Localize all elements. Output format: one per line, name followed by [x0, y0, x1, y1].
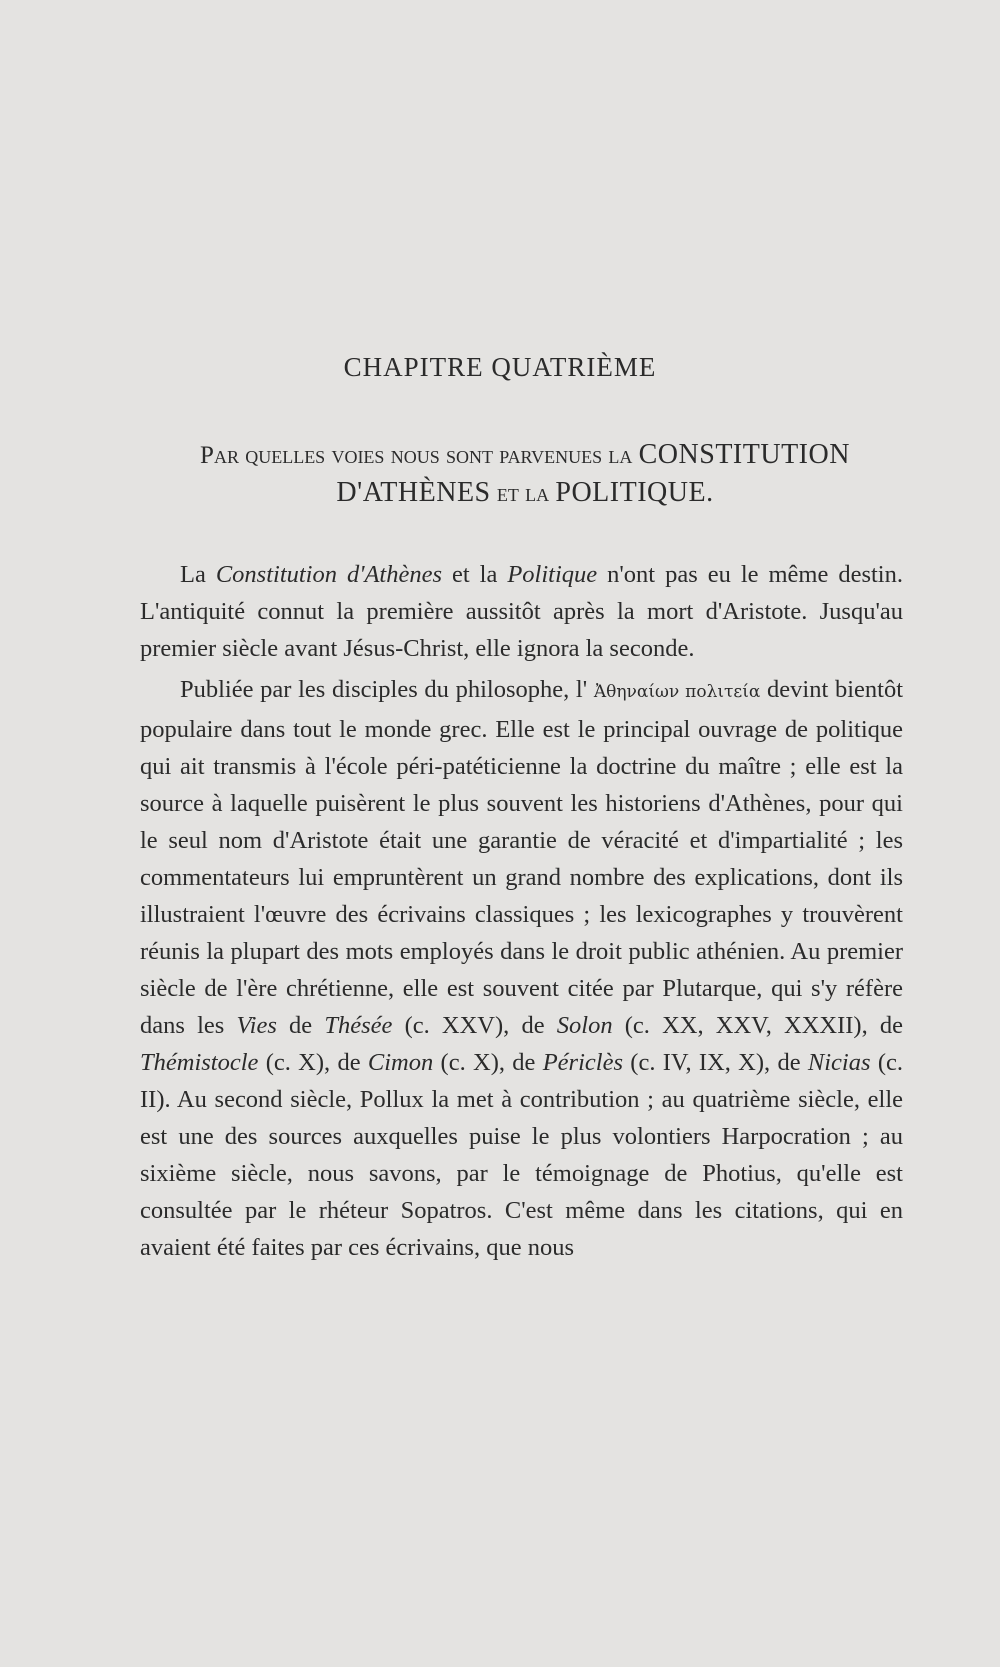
p2-italic-6: Périclès — [542, 1049, 623, 1076]
p1-italic-2: Politique — [507, 561, 598, 588]
p2-italic-7: Nicias — [807, 1049, 871, 1076]
p1-text-2: et la — [442, 561, 508, 588]
p1-italic-1: Constitution d'Athènes — [215, 561, 443, 588]
subtitle-part-2: CONSTITUTION — [638, 439, 850, 470]
subtitle-part-5: POLITIQUE. — [555, 477, 714, 508]
p2-italic-2: Thésée — [324, 1012, 393, 1039]
p2-text-1: Publiée par les disciples du philosophe, l' — [180, 676, 594, 703]
p2-greek: Ἀθηναίων πολιτεία — [593, 682, 761, 702]
body-text — [140, 556, 903, 1266]
p2-text-9: (c. II). Au second siècle, Pollux la met à contribution ; au quatrième siècle, elle est une des sources auxquelles puise le plus volontiers Harpocration ; au sixième siècle, nous savons, par le témoignage de Photius, qu'elle est consultée par le rhéteur Sopatros. C'est même dans les citations, qui en avaient été faites par ces écrivains, que nous — [140, 1049, 903, 1261]
chapter-subtitle — [140, 436, 910, 512]
p2-italic-5: Cimon — [367, 1049, 434, 1076]
p2-text-5: (c. XX, XXV, XXXII), de — [612, 1012, 903, 1039]
p2-italic-3: Solon — [556, 1012, 613, 1039]
p2-text-2: devint bientôt populaire dans tout le monde grec. Elle est le principal ouvrage de politique qui ait transmis à l'école péri-patéticienne la doctrine du maître ; elle est la source à laquelle puisèrent le plus souvent les historiens d'Athènes, pour qui le seul nom d'Aristote était une garantie de véracité et d'impartialité ; les commentateurs lui empruntèrent un grand nombre des explications, dont ils illustraient l'œuvre des écrivains classiques ; les lexicographes y trouvèrent réunis la plupart des mots employés dans le droit public athénien. Au premier siècle de l'ère chrétienne, elle est souvent citée par Plutarque, qui s'y réfère dans les — [140, 676, 904, 1039]
p2-italic-4: Thémistocle — [140, 1049, 259, 1076]
p2-text-7: (c. X), de — [433, 1049, 543, 1076]
p1-text-1: La — [180, 561, 216, 588]
subtitle-part-3: D'ATHÈNES — [336, 477, 491, 508]
subtitle-part-1: Par quelles voies nous sont parvenues la — [200, 442, 633, 469]
p1-text-3: n'ont pas eu le même destin. L'antiquité connut la première aussitôt après la mort d'Aristote. Jusqu'au premier siècle avant Jésus-Christ, elle ignora la seconde. — [140, 561, 903, 662]
p2-italic-1: Vies — [236, 1012, 277, 1039]
p2-text-6: (c. X), de — [258, 1049, 368, 1076]
p2-text-8: (c. IV, IX, X), de — [623, 1049, 808, 1076]
paragraph-2 — [140, 671, 903, 1266]
p2-text-3: de — [276, 1012, 325, 1039]
subtitle-part-4: et la — [496, 480, 550, 507]
p2-text-4: (c. XXV), de — [392, 1012, 557, 1039]
chapter-title: CHAPITRE QUATRIÈME — [343, 352, 657, 382]
paragraph-1 — [140, 556, 903, 667]
